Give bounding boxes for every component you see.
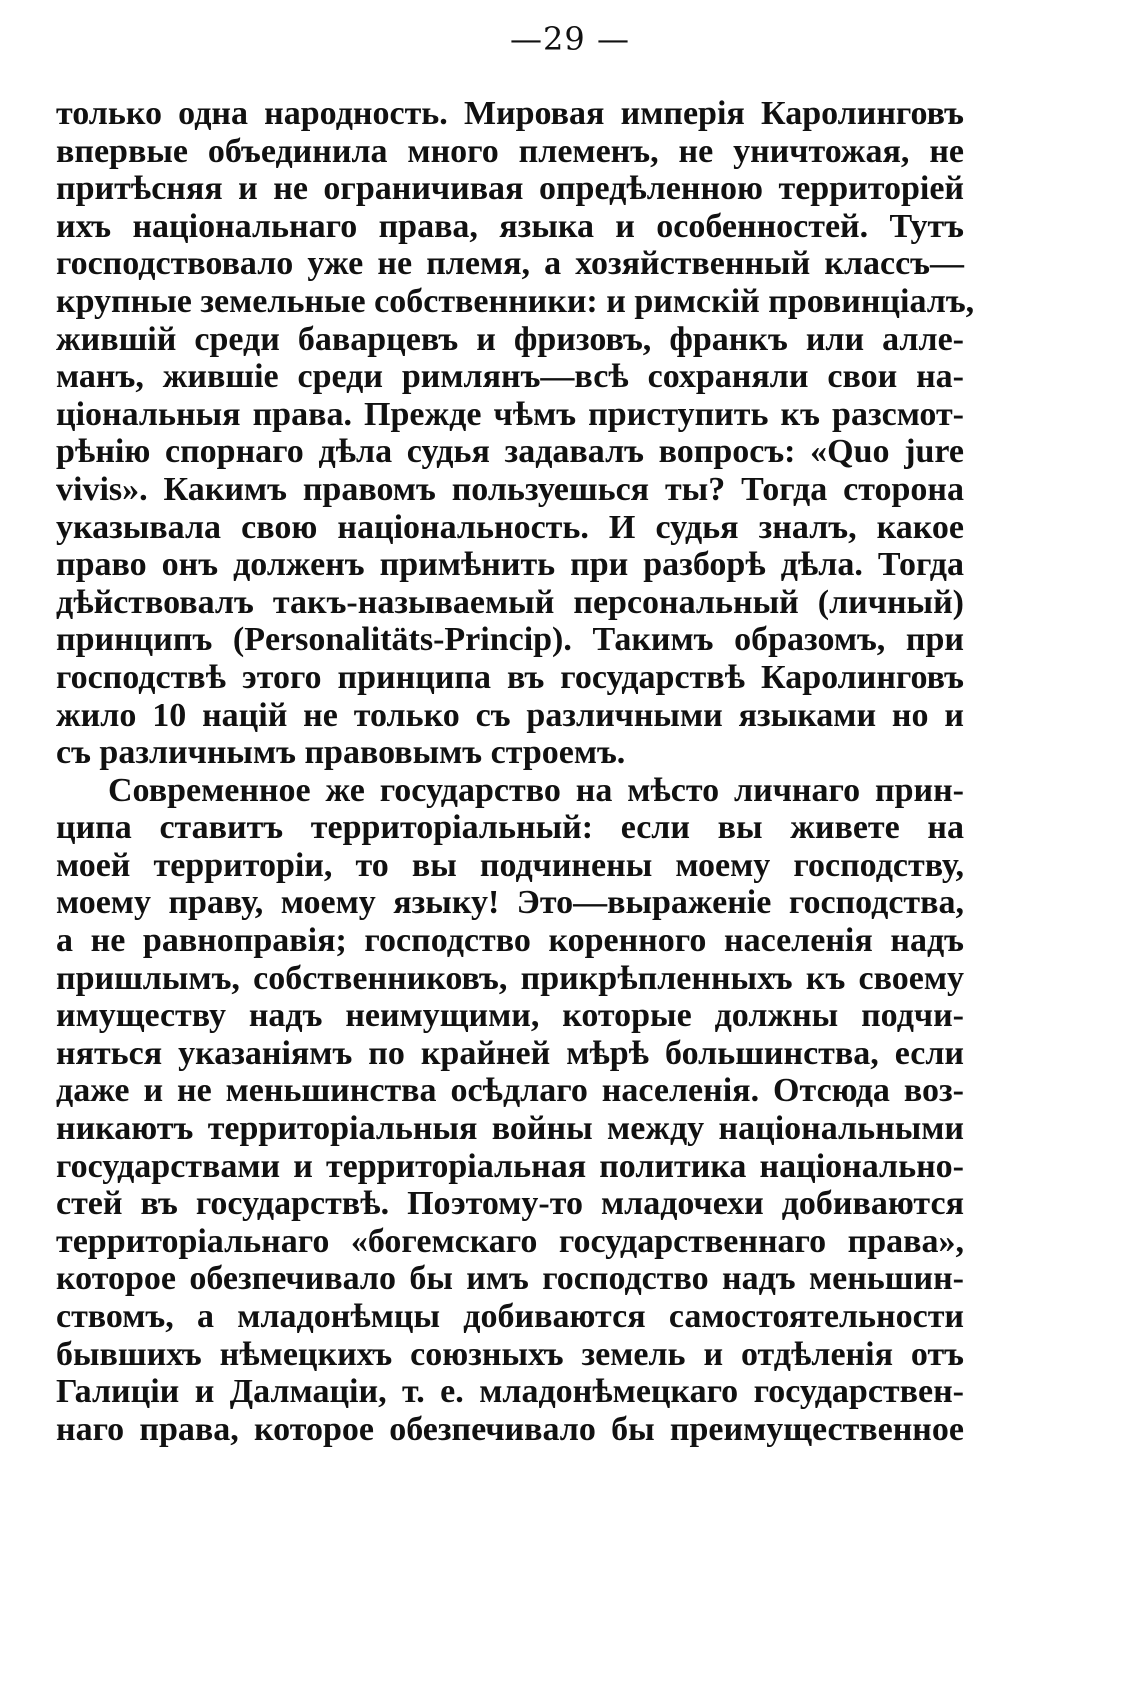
text-line: государствами и территоріальная политика національно- [56, 1147, 964, 1185]
paragraph-2 [56, 772, 964, 1449]
text-line: пришлымъ, собственниковъ, прикрѣпленныхъ къ своему [56, 959, 964, 997]
page-number: —29 — [510, 20, 630, 58]
text-line: ихъ національнаго права, языка и особенностей. Тутъ [56, 207, 964, 245]
text-line: территоріальнаго «богемскаго государственнаго права», [56, 1222, 964, 1260]
text-line: притѣсняя и не ограничивая опредѣленною территоріей [56, 170, 964, 208]
text-line: право онъ долженъ примѣнить при разборѣ дѣла. Тогда [56, 546, 964, 584]
text-line: наго права, которое обезпечивало бы преимущественное [56, 1410, 964, 1448]
text-line: дѣйствовалъ такъ-называемый персональный (личный) [56, 583, 964, 621]
text-line: крупные земельные собственники: и римскій провинціалъ, [56, 282, 975, 320]
text-line: господствовало уже не племя, а хозяйственный классъ— [56, 245, 964, 283]
text-line: манъ, жившіе среди римлянъ—всѣ сохраняли свои на- [56, 358, 964, 396]
text-line: никаютъ территоріальныя войны между національными [56, 1110, 964, 1148]
text-line: Современное же государство на мѣсто личнаго прин- [108, 771, 964, 809]
text-line: которое обезпечивало бы имъ господство надъ меньшин- [56, 1260, 964, 1298]
text-line: рѣнію спорнаго дѣла судья задавалъ вопросъ: «Quo jure [56, 433, 964, 471]
body-text [56, 95, 975, 1448]
text-line: указывала свою національность. И судья зналъ, какое [56, 508, 964, 546]
text-line: vivis». Какимъ правомъ пользуешься ты? Тогда сторона [56, 470, 964, 508]
text-line: бывшихъ нѣмецкихъ союзныхъ земель и отдѣленія отъ [56, 1335, 964, 1373]
text-line: впервые объединила много племенъ, не уничтожая, не [56, 132, 964, 170]
paragraph-1 [56, 95, 975, 772]
text-line: ствомъ, а младонѣмцы добиваются самостоятельности [56, 1298, 964, 1335]
text-line: стей въ государствѣ. Поэтому-то младочехи добиваются [56, 1185, 964, 1223]
text-line: даже и не меньшинства осѣдлаго населенія. Отсюда воз- [56, 1072, 964, 1110]
text-line: ципа ставитъ территоріальный: если вы живете на [56, 809, 964, 847]
text-line: съ различнымъ правовымъ строемъ. [56, 734, 626, 772]
text-line: принципъ (Personalitäts-Princip). Такимъ образомъ, при [56, 621, 964, 659]
text-line: ціональныя права. Прежде чѣмъ приступить къ разсмот- [56, 395, 964, 433]
text-line: а не равноправія; господство коренного населенія надъ [56, 922, 964, 960]
text-line: жившій среди баварцевъ и фризовъ, франкъ или алле- [56, 320, 964, 358]
text-line: жило 10 націй не только съ различными языками но и [56, 696, 964, 734]
text-line: только одна народность. Мировая имперія Каролинговъ [56, 95, 964, 132]
text-line: моему праву, моему языку! Это—выраженіе господства, [56, 884, 964, 922]
text-line: Галиціи и Далмаціи, т. е. младонѣмецкаго государствен- [56, 1373, 964, 1411]
text-line: господствѣ этого принципа въ государствѣ Каролинговъ [56, 658, 964, 696]
text-line: имуществу надъ неимущими, которые должны подчи- [56, 997, 964, 1035]
text-line: моей территоріи, то вы подчинены моему господству, [56, 846, 964, 884]
text-line: няться указаніямъ по крайней мѣрѣ большинства, если [56, 1034, 964, 1072]
